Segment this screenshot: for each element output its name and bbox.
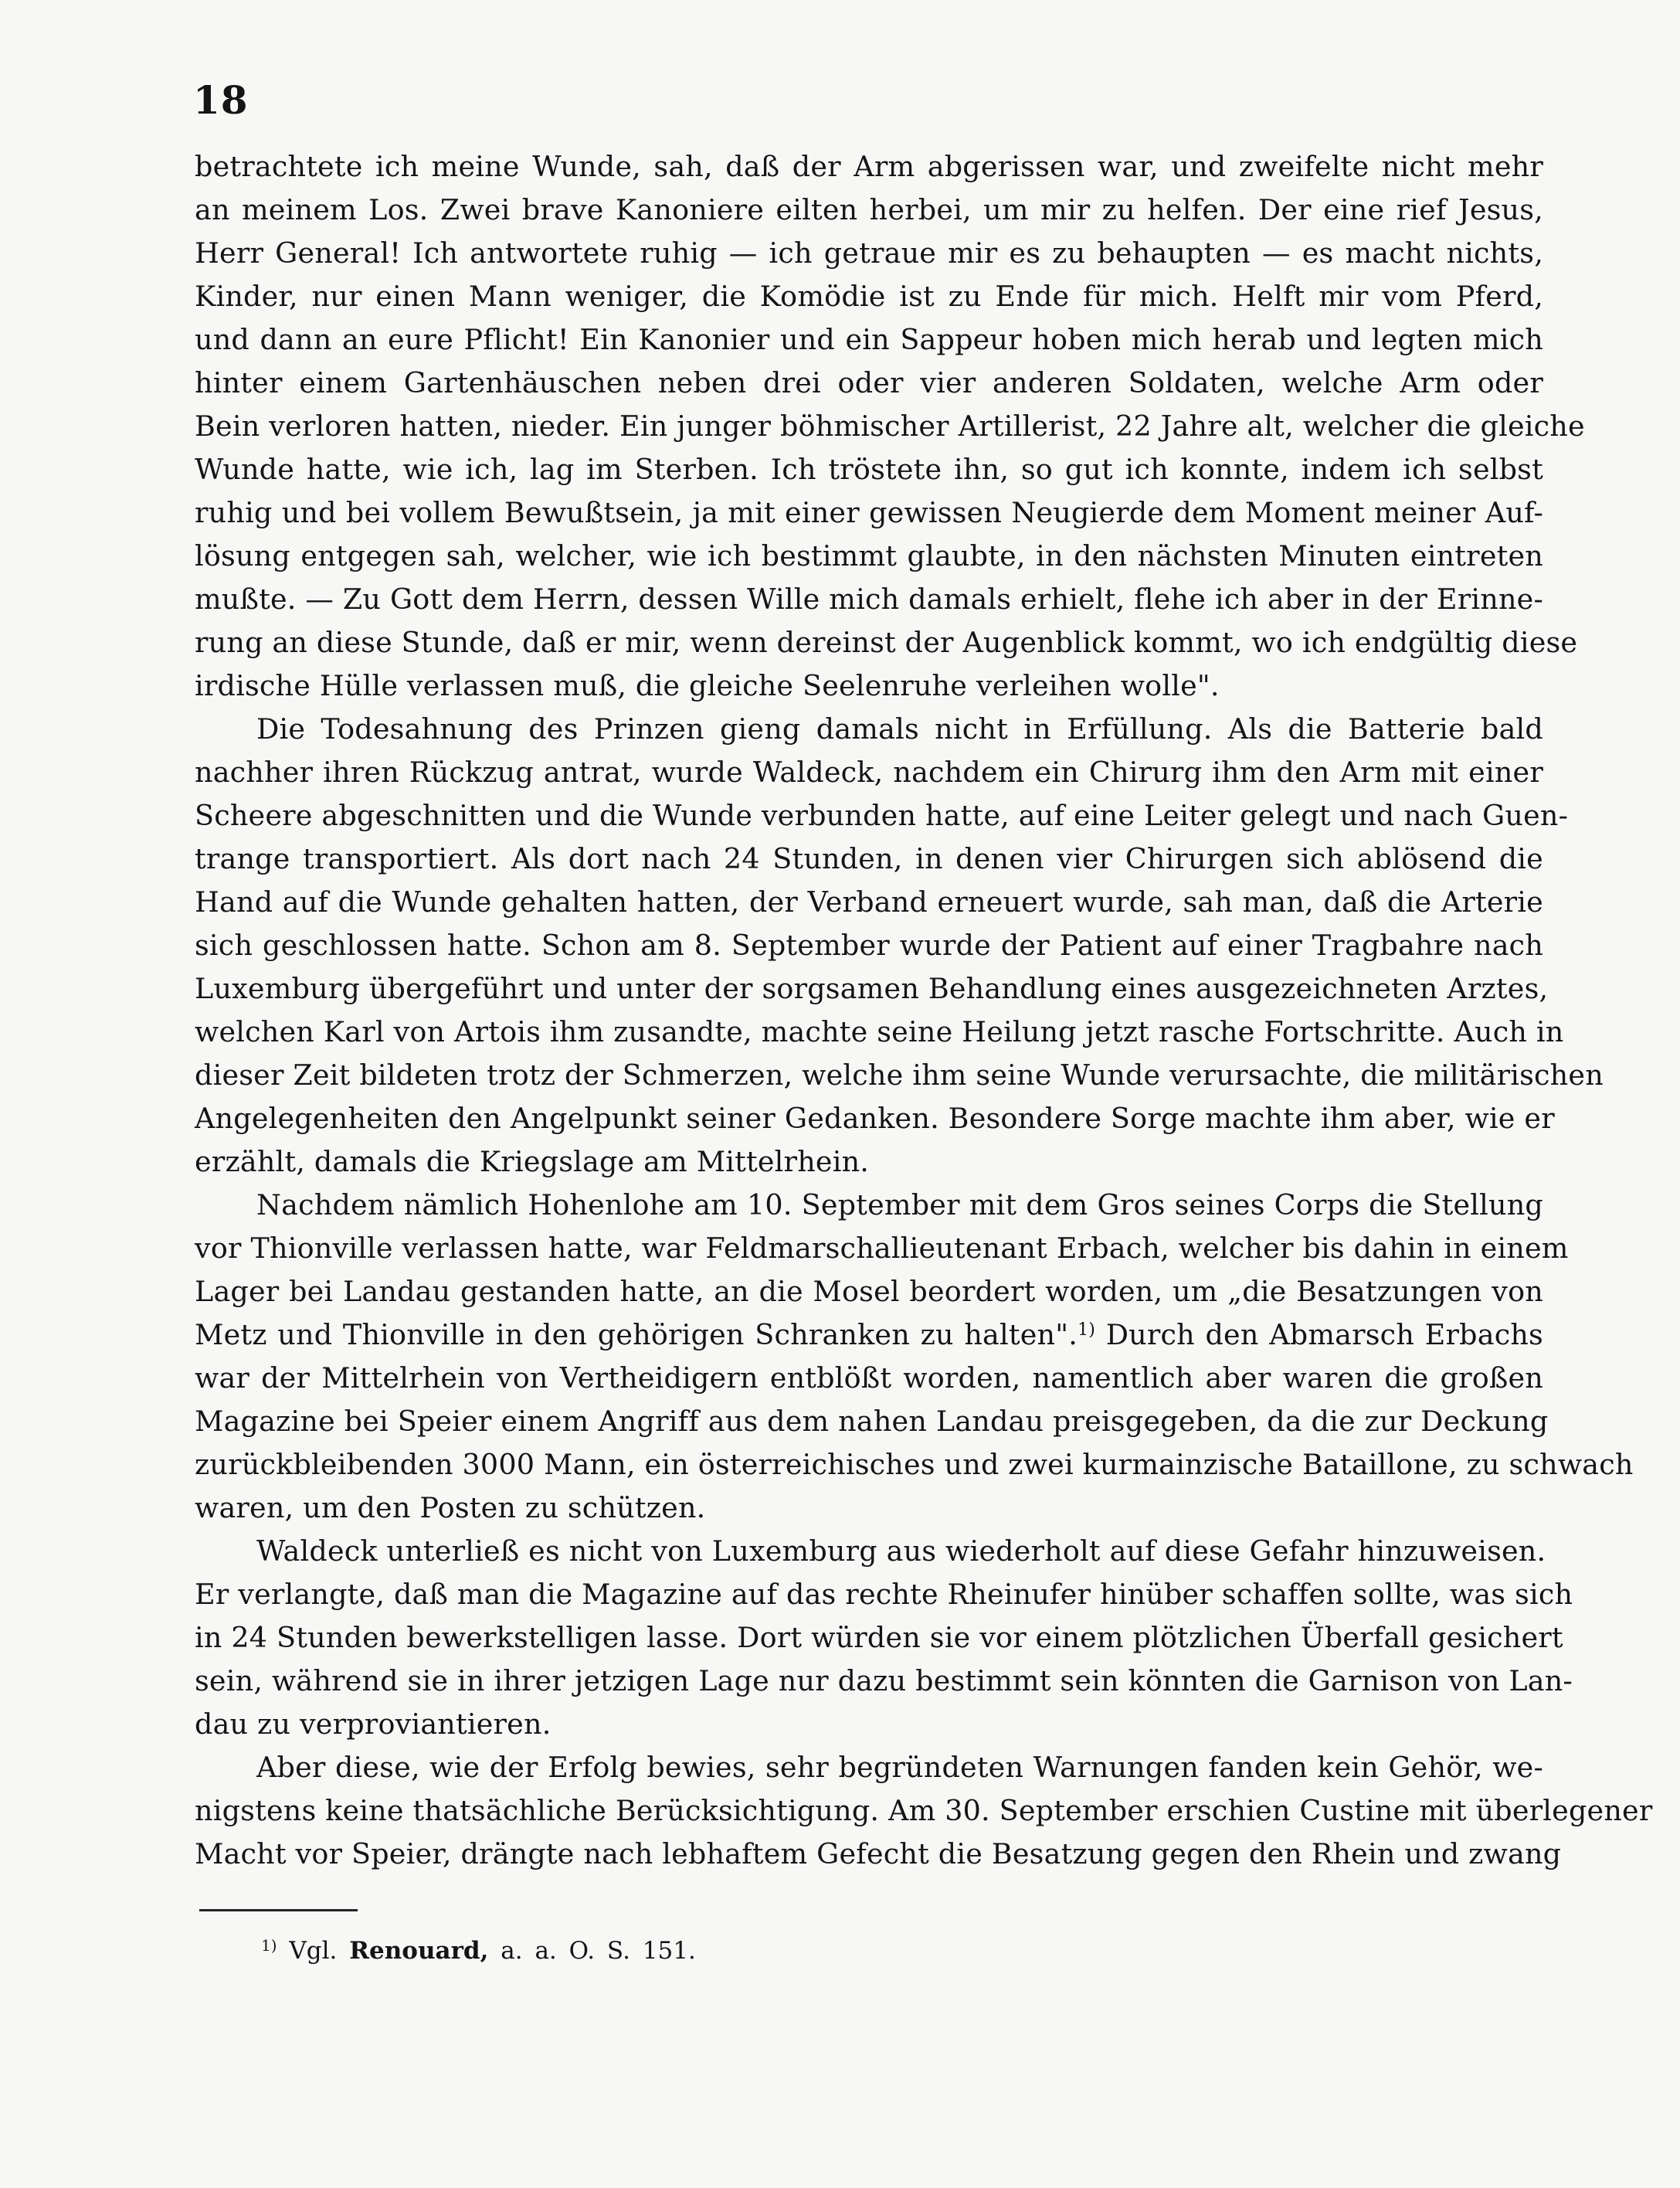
text-line: erzählt, damals die Kriegslage am Mittelrhein.	[195, 1145, 870, 1178]
text-line: Bein verloren hatten, nieder. Ein junger böhmischer Artillerist, 22 Jahre alt, welcher die gleiche	[195, 409, 1585, 443]
text-line: und dann an eure Pflicht! Ein Kanonier und ein Sappeur hoben mich herab und legten mich	[195, 323, 1543, 356]
text-line: Die Todesahnung des Prinzen gieng damals nicht in Erfüllung. Als die Batterie bald	[256, 712, 1543, 746]
text-line: hinter einem Gartenhäuschen neben drei oder vier anderen Soldaten, welche Arm oder	[195, 366, 1543, 399]
text-line: Macht vor Speier, drängte nach lebhaftem Gefecht die Besatzung gegen den Rhein und zwang	[195, 1837, 1562, 1870]
text-line: rung an diese Stunde, daß er mir, wenn dereinst der Augenblick kommt, wo ich endgültig diese	[195, 626, 1578, 659]
text-line: waren, um den Posten zu schützen.	[195, 1491, 706, 1524]
text-line: Lager bei Landau gestanden hatte, an die Mosel beordert worden, um „die Besatzungen von	[195, 1275, 1543, 1308]
text-line: trange transportiert. Als dort nach 24 Stunden, in denen vier Chirurgen sich ablösend die	[195, 842, 1543, 875]
text-line: ruhig und bei vollem Bewußtsein, ja mit einer gewissen Neugierde dem Moment meiner Auf-	[195, 496, 1543, 529]
text-line: Nachdem nämlich Hohenlohe am 10. September mit dem Gros seines Corps die Stellung	[256, 1188, 1543, 1221]
text-line: mußte. — Zu Gott dem Herrn, dessen Wille mich damals erhielt, flehe ich aber in der Erinne-	[195, 583, 1543, 616]
text-line: welchen Karl von Artois ihm zusandte, machte seine Heilung jetzt rasche Fortschritte. Auch in	[195, 1015, 1564, 1048]
footnote-divider	[199, 1909, 358, 1911]
text-line: an meinem Los. Zwei brave Kanoniere eilten herbei, um mir zu helfen. Der eine rief Jesus,	[195, 193, 1543, 226]
page-number: 18	[193, 77, 249, 123]
text-line: sein, während sie in ihrer jetzigen Lage nur dazu bestimmt sein könnten die Garnison von Lan-	[195, 1664, 1573, 1697]
text-line: Wunde hatte, wie ich, lag im Sterben. Ich tröstete ihn, so gut ich konnte, indem ich selbst	[195, 453, 1543, 486]
text-line: Waldeck unterließ es nicht von Luxemburg aus wiederholt auf diese Gefahr hinzuweisen.	[256, 1534, 1546, 1568]
text-line: Aber diese, wie der Erfolg bewies, sehr begründeten Warnungen fanden kein Gehör, we-	[256, 1751, 1543, 1784]
text-line: nachher ihren Rückzug antrat, wurde Waldeck, nachdem ein Chirurg ihm den Arm mit einer	[195, 756, 1543, 789]
text-line: zurückbleibenden 3000 Mann, ein österreichisches und zwei kurmainzische Bataillone, zu schwach	[195, 1448, 1634, 1481]
footnote-prefix: Vgl.	[289, 1937, 338, 1965]
text-line: sich geschlossen hatte. Schon am 8. September wurde der Patient auf einer Tragbahre nach	[195, 929, 1543, 962]
text-segment: Durch den Abmarsch Erbachs	[1105, 1318, 1543, 1351]
body-text	[195, 145, 1653, 1876]
footnote-mark: 1)	[261, 1936, 277, 1955]
text-line: Magazine bei Speier einem Angriff aus dem nahen Landau preisgegeben, da die zur Deckung	[195, 1405, 1549, 1438]
text-line: betrachtete ich meine Wunde, sah, daß der Arm abgerissen war, und zweifelte nicht mehr	[195, 150, 1543, 183]
text-line: Herr General! Ich antwortete ruhig — ich getraue mir es zu behaupten — es macht nichts,	[195, 236, 1543, 270]
footnote-author: Renouard,	[349, 1937, 489, 1965]
text-line: dieser Zeit bildeten trotz der Schmerzen, welche ihm seine Wunde verursachte, die militärischen	[195, 1058, 1604, 1092]
text-line: nigstens keine thatsächliche Berücksichtigung. Am 30. September erschien Custine mit überlegener	[195, 1794, 1653, 1827]
text-line: Kinder, nur einen Mann weniger, die Komödie ist zu Ende für mich. Helft mir vom Pferd,	[195, 280, 1543, 313]
text-line: Hand auf die Wunde gehalten hatten, der Verband erneuert wurde, sah man, daß die Arterie	[195, 885, 1543, 919]
text-line: Scheere abgeschnitten und die Wunde verbunden hatte, auf eine Leiter gelegt und nach Guen-	[195, 799, 1569, 832]
text-line: lösung entgegen sah, welcher, wie ich bestimmt glaubte, in den nächsten Minuten eintreten	[195, 539, 1543, 572]
text-line: Er verlangte, daß man die Magazine auf das rechte Rheinufer hinüber schaffen sollte, was sich	[195, 1578, 1573, 1611]
text-line: Angelegenheiten den Angelpunkt seiner Gedanken. Besondere Sorge machte ihm aber, wie er	[195, 1102, 1555, 1135]
footnote	[261, 1927, 696, 1969]
text-line: dau zu verproviantieren.	[195, 1707, 552, 1741]
text-line: in 24 Stunden bewerkstelligen lasse. Dort würden sie vor einem plötzlichen Überfall gesichert	[195, 1621, 1563, 1654]
text-line-with-reference	[195, 1313, 1543, 1357]
text-line: war der Mittelrhein von Vertheidigern entblößt worden, namentlich aber waren die großen	[195, 1361, 1543, 1395]
text-segment: Metz und Thionville in den gehörigen Schranken zu halten".	[195, 1318, 1078, 1351]
text-line: vor Thionville verlassen hatte, war Feldmarschallieutenant Erbach, welcher bis dahin in einem	[195, 1232, 1569, 1265]
footnote-citation: a. a. O. S. 151.	[501, 1937, 696, 1965]
text-line: irdische Hülle verlassen muß, die gleiche Seelenruhe verleihen wolle".	[195, 669, 1220, 702]
text-line: Luxemburg übergeführt und unter der sorgsamen Behandlung eines ausgezeichneten Arztes,	[195, 972, 1549, 1005]
footnote-reference: 1)	[1078, 1320, 1096, 1340]
